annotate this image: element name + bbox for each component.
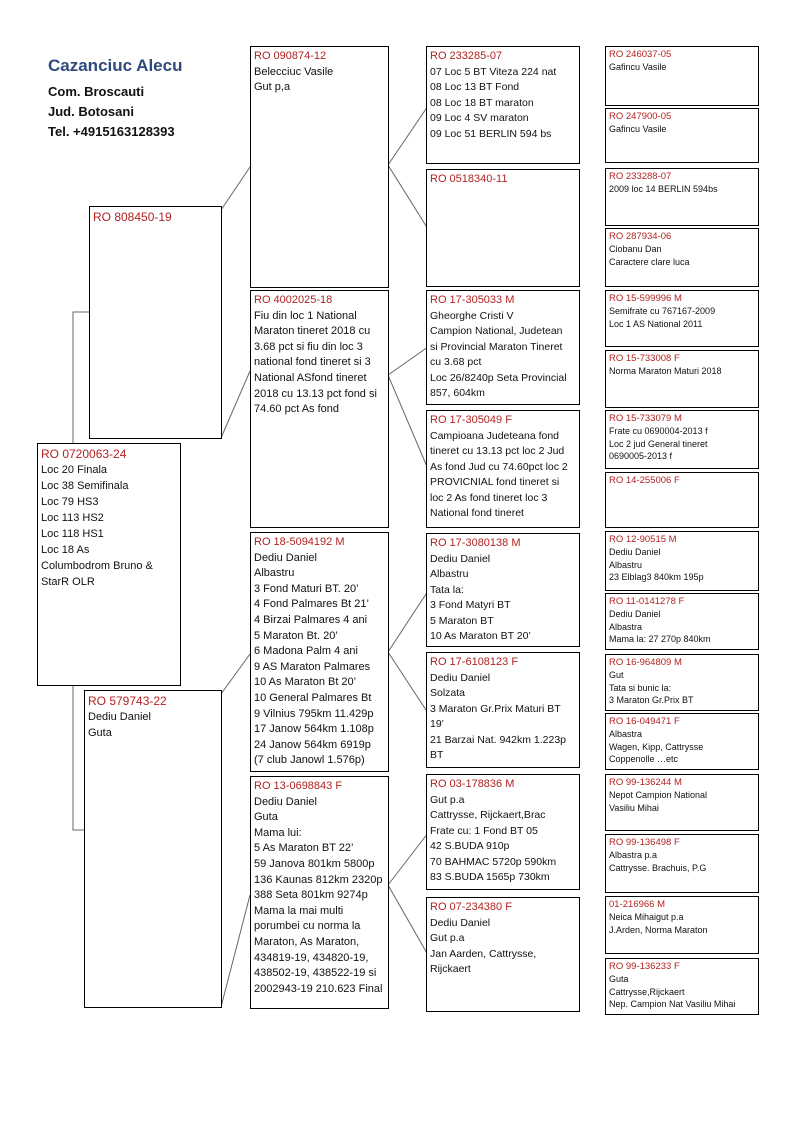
pigeon-card-ssds — [605, 168, 759, 226]
pigeon-card-sdd — [426, 410, 580, 528]
ring-number: RO 16-049471 F — [609, 716, 680, 727]
pedigree-line: 857, 604km — [430, 387, 485, 399]
ring-number: RO 11-0141278 F — [609, 596, 685, 607]
pedigree-line: PROVICNIAL fond tineret si — [430, 476, 560, 488]
pigeon-card-sssd — [605, 108, 759, 163]
ring-number: RO 14-255006 F — [609, 475, 680, 486]
pedigree-line: Vasiliu Mihai — [609, 802, 659, 813]
pedigree-line: Jan Aarden, Cattrysse, — [430, 947, 537, 960]
pedigree-line: Frate cu: 1 Fond BT 05 — [430, 824, 538, 837]
pedigree-line: Loc 20 Finala — [41, 464, 108, 476]
pedigree-line: Mama la mai multi — [254, 904, 344, 917]
pedigree-line: Belecciuc Vasile — [254, 65, 334, 78]
pigeon-card-ddd — [426, 897, 580, 1012]
pedigree-line: Coppenolle …etc — [609, 753, 679, 764]
pedigree-line: 3 Maraton Gr.Prix BT — [609, 694, 694, 705]
ring-number: RO 15-733008 F — [609, 353, 680, 364]
pedigree-line: tineret cu 13.13 pct loc 2 Jud — [430, 445, 565, 457]
pedigree-line: Albastra p.a — [609, 850, 658, 861]
pedigree-line: cu 3.68 pct — [430, 356, 482, 368]
pedigree-line: 17 Janow 564km 1.108p — [254, 723, 374, 736]
pedigree-line: 2002943-19 210.623 Final — [254, 982, 383, 995]
pedigree-line: National ASfond tineret — [254, 371, 367, 384]
ring-number: RO 17-305049 F — [430, 414, 512, 426]
pedigree-line: Campion National, Judetean — [430, 325, 563, 337]
pedigree-line: Tata la: — [430, 583, 464, 596]
pigeon-card-dsds — [605, 654, 759, 711]
pedigree-line: Loc 38 Semifinala — [41, 480, 129, 492]
pedigree-line: 74.60 pct As fond — [254, 403, 340, 416]
pedigree-line: Albastra — [609, 621, 643, 632]
pedigree-line: Tata si bunic la: — [609, 682, 672, 693]
ring-number: RO 99-136233 F — [609, 961, 680, 972]
pedigree-line: 434819-19, 434820-19, — [254, 951, 369, 964]
pedigree-line: 09 Loc 51 BERLIN 594 bs — [430, 127, 552, 140]
ring-number: RO 090874-12 — [254, 50, 327, 62]
pedigree-line: 42 S.BUDA 910p — [430, 840, 510, 852]
pedigree-line: Campioana Judeteana fond — [430, 429, 560, 442]
pedigree-line: Guta — [88, 727, 112, 739]
pedigree-line: Columbodrom Bruno & — [41, 560, 153, 572]
pedigree-line: 10 As Maraton BT 20’ — [430, 630, 531, 642]
pedigree-line: 9 AS Maraton Palmares — [254, 660, 371, 673]
pigeon-card-subject — [37, 443, 181, 686]
pedigree-line: Ciobanu Dan — [609, 244, 662, 255]
ring-number: RO 17-3080138 M — [430, 537, 521, 549]
pigeon-card-dsd — [426, 652, 580, 768]
pedigree-line: 23 Elblag3 840km 195p — [609, 571, 704, 582]
pedigree-line: 3 Maraton Gr.Prix Maturi BT — [430, 702, 561, 715]
pigeon-card-ddss — [605, 774, 759, 831]
pedigree-line: Dediu Daniel — [609, 609, 661, 620]
pedigree-line: 59 Janova 801km 5800p — [254, 857, 375, 870]
pedigree-line: Loc 1 AS National 2011 — [609, 318, 703, 329]
pedigree-line: loc 2 As fond tineret loc 3 — [430, 491, 548, 504]
pedigree-line: Fiu din loc 1 National — [254, 309, 357, 322]
pedigree-line: Semifrate cu 767167-2009 — [609, 306, 716, 317]
pedigree-line: 5 Maraton BT — [430, 614, 494, 627]
pedigree-line: Mama lui: — [254, 826, 302, 839]
pedigree-line: 10 General Palmares Bt — [254, 691, 372, 704]
pedigree-line: Frate cu 0690004-2013 f — [609, 426, 708, 437]
pedigree-line: 2018 cu 13.13 pct fond si — [254, 387, 377, 400]
pedigree-line: Wagen, Kipp, Cattrysse — [609, 741, 704, 752]
owner-county: Jud. Botosani — [48, 104, 134, 119]
pigeon-card-sss — [426, 46, 580, 164]
pedigree-line: Loc 118 HS1 — [41, 528, 104, 540]
pedigree-line: 136 Kaunas 812km 2320p — [254, 873, 383, 886]
pedigree-line: As fond Jud cu 74.60pct loc 2 — [430, 460, 568, 473]
pigeon-card-dds — [426, 774, 580, 890]
pedigree-line: Gut p.a — [430, 793, 465, 806]
pedigree-line: Solzata — [430, 687, 466, 699]
pedigree-line: Maraton, As Maraton, — [254, 935, 360, 948]
pigeon-card-sire — [89, 206, 222, 439]
ring-number: RO 233285-07 — [430, 50, 503, 62]
pedigree-line: 83 S.BUDA 1565p 730km — [430, 871, 550, 883]
pedigree-line: 2009 loc 14 BERLIN 594bs — [609, 184, 718, 195]
pedigree-line: Loc 79 HS3 — [41, 496, 99, 508]
pedigree-line: Dediu Daniel — [88, 711, 151, 723]
ring-number: RO 579743-22 — [88, 694, 167, 708]
pedigree-line: 3 Fond Maturi BT. 20’ — [254, 582, 359, 595]
ring-number: RO 287934-06 — [609, 231, 672, 242]
ring-number: RO 246037-05 — [609, 49, 672, 60]
pedigree-line: Mama la: 27 270p 840km — [609, 633, 711, 644]
pedigree-line: Dediu Daniel — [430, 916, 491, 929]
pigeon-card-sdss — [605, 290, 759, 347]
pedigree-line: 24 Janow 564km 6919p — [254, 738, 371, 751]
pigeon-card-ddsd — [605, 834, 759, 893]
pedigree-line: Gafincu Vasile — [609, 62, 667, 73]
pigeon-card-sire-dam — [250, 290, 389, 528]
ring-number: RO 03-178836 M — [430, 778, 515, 790]
ring-number: RO 07-234380 F — [430, 901, 512, 913]
ring-number: RO 17-6108123 F — [430, 656, 519, 668]
ring-number: RO 18-5094192 M — [254, 536, 345, 548]
pigeon-card-sire-sire — [250, 46, 389, 288]
pedigree-line: 08 Loc 18 BT maraton — [430, 96, 534, 109]
pigeon-card-dddd — [605, 958, 759, 1015]
pedigree-line: 70 BAHMAC 5720p 590km — [430, 855, 557, 868]
pedigree-line: StarR OLR — [41, 576, 95, 588]
pedigree-line: Dediu Daniel — [430, 671, 491, 684]
pigeon-card-dsdd — [605, 713, 759, 770]
pigeon-card-dam-sire — [250, 532, 389, 772]
pigeon-card-ssss — [605, 46, 759, 106]
pedigree-line: porumbei cu norma la — [254, 920, 361, 933]
pedigree-line: Dediu Daniel — [254, 795, 317, 808]
pigeon-card-dsss — [605, 531, 759, 591]
pedigree-line: Norma Maraton Maturi 2018 — [609, 366, 722, 377]
pedigree-line: 09 Loc 4 SV maraton — [430, 112, 529, 124]
pedigree-line: Nep. Campion Nat Vasiliu Mihai — [609, 998, 736, 1009]
pigeon-card-sdds — [605, 410, 759, 469]
pedigree-line: National fond tineret — [430, 507, 524, 519]
ring-number: 01-216966 M — [609, 899, 665, 910]
pedigree-line: Rijckaert — [430, 963, 471, 975]
ring-number: RO 4002025-18 — [254, 294, 333, 306]
pedigree-line: si Provincial Maraton Tineret — [430, 340, 563, 353]
pedigree-line: 19’ — [430, 718, 445, 730]
ring-number: RO 99-136244 M — [609, 777, 682, 788]
pedigree-line: Albastru — [430, 568, 469, 580]
pedigree-line: 438502-19, 438522-19 si — [254, 967, 377, 980]
pedigree-line: 4 Birzai Palmares 4 ani — [254, 613, 368, 626]
pedigree-line: Gheorghe Cristi V — [430, 309, 514, 322]
ring-number: RO 15-599996 M — [609, 293, 682, 304]
owner-commune: Com. Broscauti — [48, 84, 145, 99]
pedigree-line: 3.68 pct si fiu din loc 3 — [254, 340, 363, 353]
pedigree-line: Maraton tineret 2018 cu — [254, 325, 371, 338]
ring-number: RO 808450-19 — [93, 210, 172, 224]
ring-number: RO 13-0698843 F — [254, 780, 343, 792]
ring-number: RO 17-305033 M — [430, 294, 515, 306]
pedigree-line: Dediu Daniel — [430, 552, 491, 565]
pedigree-line: Guta — [609, 974, 629, 985]
pedigree-line: Guta — [254, 811, 278, 824]
pedigree-line: Gut — [609, 670, 624, 681]
ring-number: RO 99-136498 F — [609, 837, 680, 848]
pedigree-line: 5 Maraton Bt. 20’ — [254, 629, 338, 642]
pedigree-line: Loc 26/8240p Seta Provincial — [430, 371, 567, 384]
pedigree-line: Loc 18 As — [41, 544, 90, 556]
pedigree-line: 3 Fond Matyri BT — [430, 599, 511, 611]
pigeon-card-ssd — [426, 169, 580, 287]
ring-number: RO 16-964809 M — [609, 657, 682, 668]
pigeon-card-dam-dam — [250, 776, 389, 1009]
pedigree-line: Gut p,a — [254, 81, 291, 94]
ring-number: RO 233288-07 — [609, 171, 672, 182]
pigeon-card-ddds — [605, 896, 759, 954]
pedigree-line: Dediu Daniel — [609, 547, 661, 558]
pedigree-line: 08 Loc 13 BT Fond — [430, 81, 520, 93]
pigeon-card-sdsd — [605, 350, 759, 408]
ring-number: RO 0720063-24 — [41, 447, 127, 461]
owner-name: Cazanciuc Alecu — [48, 56, 183, 75]
pedigree-line: 388 Seta 801km 9274p — [254, 889, 368, 902]
pedigree-line: Cattrysse, Rijckaert,Brac — [430, 809, 546, 821]
pedigree-line: 10 As Maraton Bt 20’ — [254, 676, 357, 689]
pigeon-card-ssdd — [605, 228, 759, 287]
pedigree-line: Albastru — [609, 559, 643, 570]
pedigree-line: 4 Fond Palmares Bt 21’ — [254, 598, 369, 611]
ring-number: RO 15-733079 M — [609, 413, 682, 424]
pedigree-line: Gut p.a — [430, 932, 465, 944]
pigeon-card-dam — [84, 690, 222, 1008]
pigeon-card-sds — [426, 290, 580, 405]
pedigree-line: J.Arden, Norma Maraton — [609, 924, 708, 935]
ring-number: RO 247900-05 — [609, 111, 672, 122]
pedigree-line: Neica Mihaigut p.a — [609, 912, 684, 923]
ring-number: RO 12-90515 M — [609, 534, 677, 545]
pedigree-line: 21 Barzai Nat. 942km 1.223p — [430, 733, 566, 746]
pedigree-line: Nepot Campion National — [609, 790, 708, 801]
pedigree-line: Cattrysse,Rijckaert — [609, 986, 685, 997]
pedigree-line: 9 Vilnius 795km 11.429p — [254, 707, 374, 720]
pedigree-line: Dediu Daniel — [254, 551, 317, 564]
pedigree-line: 5 As Maraton BT 22’ — [254, 842, 354, 855]
pedigree-line: national fond tineret si 3 — [254, 356, 371, 369]
pedigree-line: Gafincu Vasile — [609, 124, 667, 135]
pedigree-line: 6 Madona Palm 4 ani — [254, 645, 358, 658]
pedigree-line: 0690005-2013 f — [609, 450, 673, 461]
pedigree-line: Caractere clare luca — [609, 256, 690, 267]
pedigree-line: Cattrysse. Brachuis, P.G — [609, 862, 707, 873]
pigeon-card-dss — [426, 533, 580, 647]
pigeon-card-sddd — [605, 472, 759, 528]
pedigree-line: Albastru — [254, 567, 295, 580]
pedigree-line: Albastra — [609, 729, 643, 740]
pedigree-line: 07 Loc 5 BT Viteza 224 nat — [430, 65, 557, 78]
ring-number: RO 0518340-11 — [430, 173, 508, 185]
owner-phone: Tel. +4915163128393 — [48, 124, 175, 139]
pedigree-line: Loc 113 HS2 — [41, 512, 104, 524]
pigeon-card-dssd — [605, 593, 759, 650]
pedigree-line: BT — [430, 749, 444, 761]
pedigree-line: Loc 2 jud General tineret — [609, 438, 708, 449]
pedigree-line: (7 club Janowl 1.576p) — [254, 754, 365, 767]
